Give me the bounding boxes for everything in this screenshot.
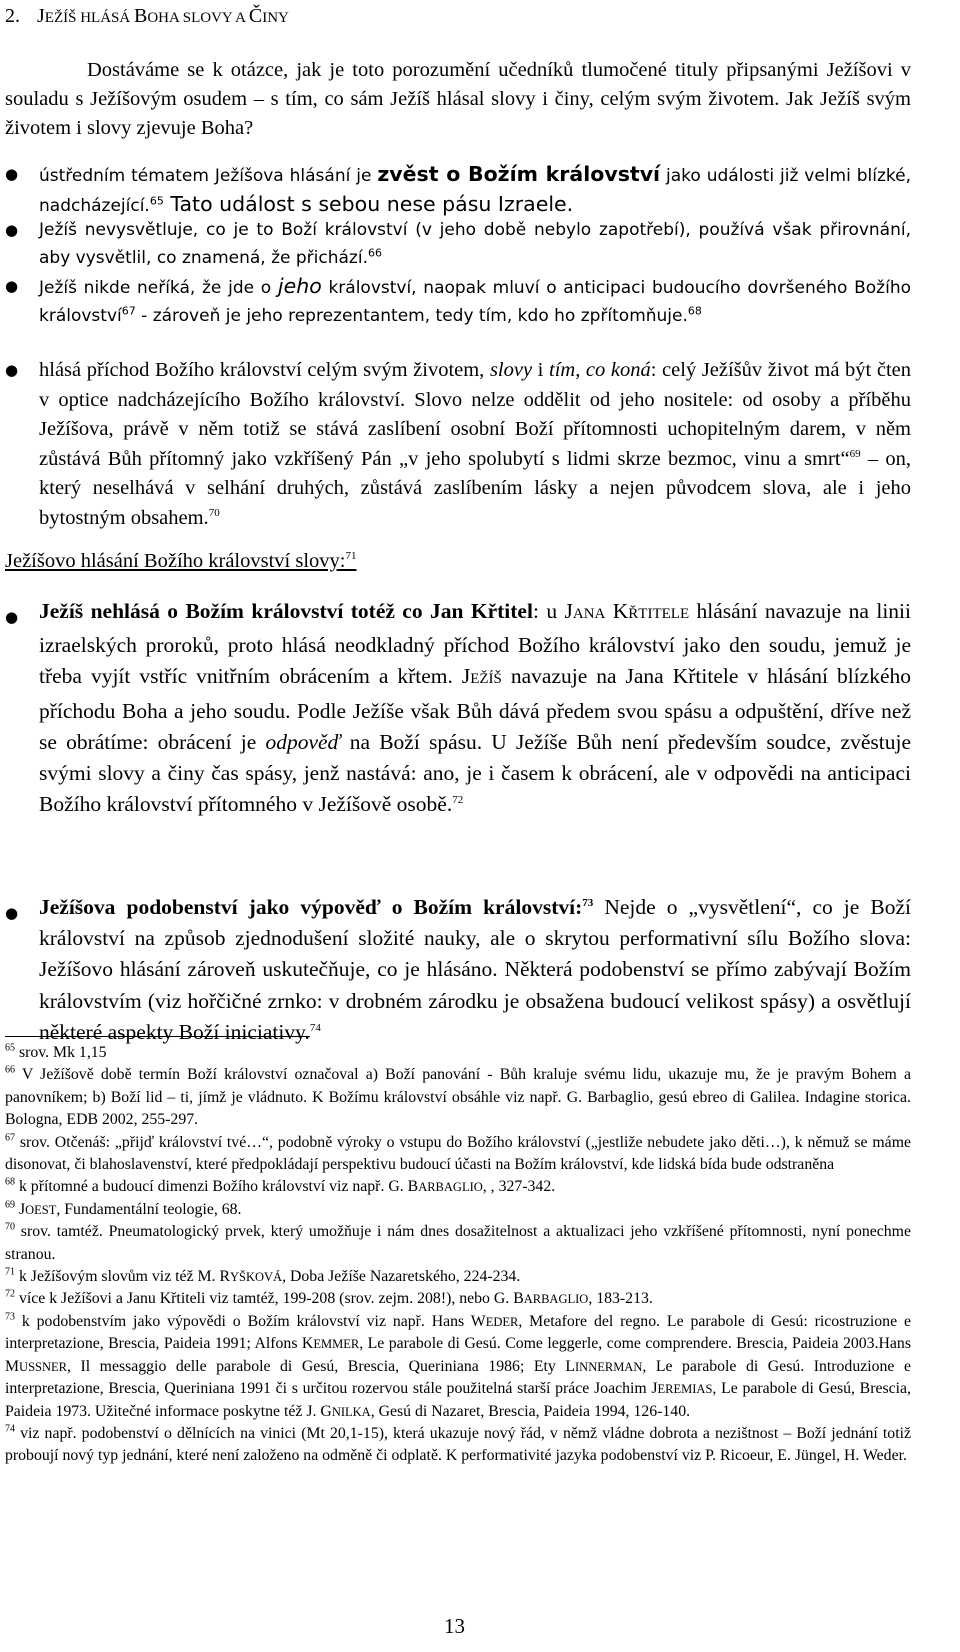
footnote-ref: 72 [452,794,464,807]
footnote-72: $^{72}$ více k Ježíšovi a Janu Křtiteli viz tamtéž, 199-208 (srov. zejm. 208!), nebo G. BARBAGLIO, 183-213. [5,1289,653,1308]
footnote-ref: 67 [121,304,136,318]
page-number: 13 [444,1614,465,1638]
footnote-ref: 70 [208,506,220,519]
footnote-ref: 68 [687,304,702,318]
footnote-separator [5,1036,310,1037]
bullet-item-6: ● Ježíšova podobenství jako výpověď o Božím království:$^{73}$ Nejde o „vysvětlení“, co je Boží království na způsob zjednodušení složité nauky, ale o skrytou performativní sílu Božího slova: Ježíšovo hlásání zároveň uskutečňuje, co je hlásáno. Některá podobenství se přímo zabývají Božím královstvím (viz hořčičné zrnko: v drobném zárodku je obsažena budoucí velikost spásy) a osvětlují některé aspekty Boží iniciativy.$^{74}$ [5,895,911,1044]
footnote-74: $^{74}$ viz např. podobenství o dělnících na vinici (Mt 20,1-15), která ukazuje nový řád, v němž vládne dobrota a nezištnost – Boží jednání totiž proboují nový typ jednání, které není založeno na odměně či odplatě. K performativité jazyka podobenství viz P. Ricoeur, E. Jüngel, H. Weder. [5,1423,911,1465]
footnote-67: $^{67}$ srov. Otčenáš: „přijď království tvé…“, podobně výroky o vstupu do Božího království („jestliže nebudete jako děti…), k němuž se máme disonovat, či blahoslavenství, které předpokládají perspektivu budoucí účasti na Božím království, kde lidská bída bude odstraněna [5,1132,911,1174]
footnote-71: $^{71}$ k Ježíšovým slovům viz též M. RYŠKOVÁ, Doba Ježíše Nazaretského, 224-234. [5,1266,521,1286]
bullet-item-1: ● ústředním tématem Ježíšova hlásání je zvěst o Božím království jako události již velmi blízké, nadcházející.$^{65}$ Tato událost s sebou nese pásu Izraele. [5,162,912,216]
bullet-item-5: ● Ježíš nehlásá o Božím království totéž co Jan Křtitel: u JANA KŘTITELE hlásání navazuje na linii izraelských proroků, proto hlásá neodkladný příchod Božího království jako den soudu, jemuž je třeba vyjít vstříc vnitřním obrácením a křtem. JEŽÍŠ navazuje na Jana Křtitele v hlásání blízkého příchodu Boha a jeho soudu. Podle Ježíše však Bůh dává předem svou spásu a odpuštění, dříve než se obrátíme: obrácení je odpověď na Boží spásu. U Ježíše Bůh není především soudce, zvěstuje svými slovy a činy čas spásy, jenž nastává: ano, je i časem k obrácení, ale v odpovědi na anticipaci Božího království přítomného v Ježíšově osobě.$^{72}$ [5,599,911,817]
footnote-69: $^{69}$ JOEST, Fundamentální teologie, 68. [5,1199,242,1218]
bullet-dot: ● [5,904,19,922]
footnotes [5,1042,911,1468]
footnote-73: $^{73}$ k podobenstvím jako výpovědi o Božím království viz např. Hans WEDER, Metafore del regno. Le parabole di Gesú: ricostruzione e interpretazione, Brescia, Paideia 1991; Alfons KEMMER, Le parabole di Gesú. Come leggerle, come comprendere. Brescia, Paideia 2003.Hans MUSSNER, Il messaggio delle parabole di Gesú, Brescia, Queriniana 1986; Ety LINNERMAN, Le parabole di Gesú. Introduzione e interpretazione, Brescia, Queriniana 1991 či s určitou rozervou stále použitelná starší práce Joachim JEREMIAS, Le parabole di Gesú, Brescia, Paideia 1973. Užitečné informace poskytne též J. GNILKA, Gesú di Nazaret, Brescia, Paideia 1994, 126-140. [5,1311,911,1420]
footnote-ref: 65 [149,194,164,208]
footnote-65: $^{65}$ srov. Mk 1,15 [5,1042,107,1061]
footnote-ref: 66 [367,246,382,260]
intro-paragraph: Dostáváme se k otázce, jak je toto porozumění učedníků tlumočené tituly připsanými Ježíšovi v souladu s Ježíšovým osudem – s tím, co sám Ježíš hlásal slovy i činy, celým svým životem. Jak Ježíš svým životem i slovy zjevuje Boha? [5,59,911,139]
bullet-dot: ● [5,221,19,239]
section-heading: 2. JEŽÍŠ HLÁSÁ BOHA SLOVY A ČINY [5,5,289,27]
bullet-item-3: ● Ježíš nikde neříká, že jde o jeho království, naopak mluví o anticipaci budoucího dovršeného Božího království$^{67}$ - zároveň je jeho reprezentantem, tedy tím, kdo ho zpřítomňuje.$^{68}$ [5,274,911,326]
footnote-ref: 74 [309,1021,321,1034]
bullet-item-4: ● hlásá příchod Božího království celým svým životem, slovy i tím, co koná: celý Ježíšův život má být čten v optice nadcházejícího Božího království. Slovo nelze oddělit od jeho nositele: od osoby a příběhu Ježíšova, právě v něm totiž se stává zaslíbení osobní Boží přítomnosti uchopitelným darem, v něm zůstává Bůh přítomný jako vzkříšený Pán „v jeho spolubytí s lidmi skrze bezmoc, vinu a smrt“$^{69}$ – on, který neselhává v selhání druhých, zůstává zaslíbením lásky a nejen původcem slova, ale i jeho bytostným obsahem.$^{70}$ [39,356,911,533]
subsection-heading: Ježíšovo hlásání Božího království slovy:$^{71}$ [5,550,357,572]
bullet-dot: ● [5,608,19,626]
footnote-ref: 69 [849,447,861,460]
section-number: 2. [5,5,20,27]
footnote-70: $^{70}$ srov. tamtéž. Pneumatologický prvek, který umožňuje i nám dnes dosažitelnost a aktualizaci jeho vzkříšené přítomnosti, nyní ponechme stranou. [5,1221,911,1263]
bullet-dot: ● [5,277,19,295]
footnote-ref: 73 [582,896,594,909]
bullet-dot: ● [5,361,19,379]
footnote-ref: 71 [345,550,357,563]
footnote-66: $^{66}$ V Ježíšově době termín Boží království označoval a) Boží panování - Bůh kraluje svému lidu, ukazuje mu, že je pravým Bohem a panovníkem; b) Boží lid – ti, jímž je vládnuto. K Božímu království obsáhle viz např. G. Barbaglio, gesú ebreo di Galilea. Indagine storica. Bologna, EDB 2002, 255-297. [5,1065,911,1129]
bullet-dot: ● [5,165,19,183]
footnote-68: $^{68}$ k přítomné a budoucí dimenzi Božího království viz např. G. BARBAGLIO, , 327-342. [5,1177,556,1196]
bullet-item-2: ● Ježíš nevysvětluje, co je to Boží království (v jeho době nebylo zapotřebí), používá však přirovnání, aby vysvětlil, co znamená, že přichází.$^{66}$ [39,216,911,272]
